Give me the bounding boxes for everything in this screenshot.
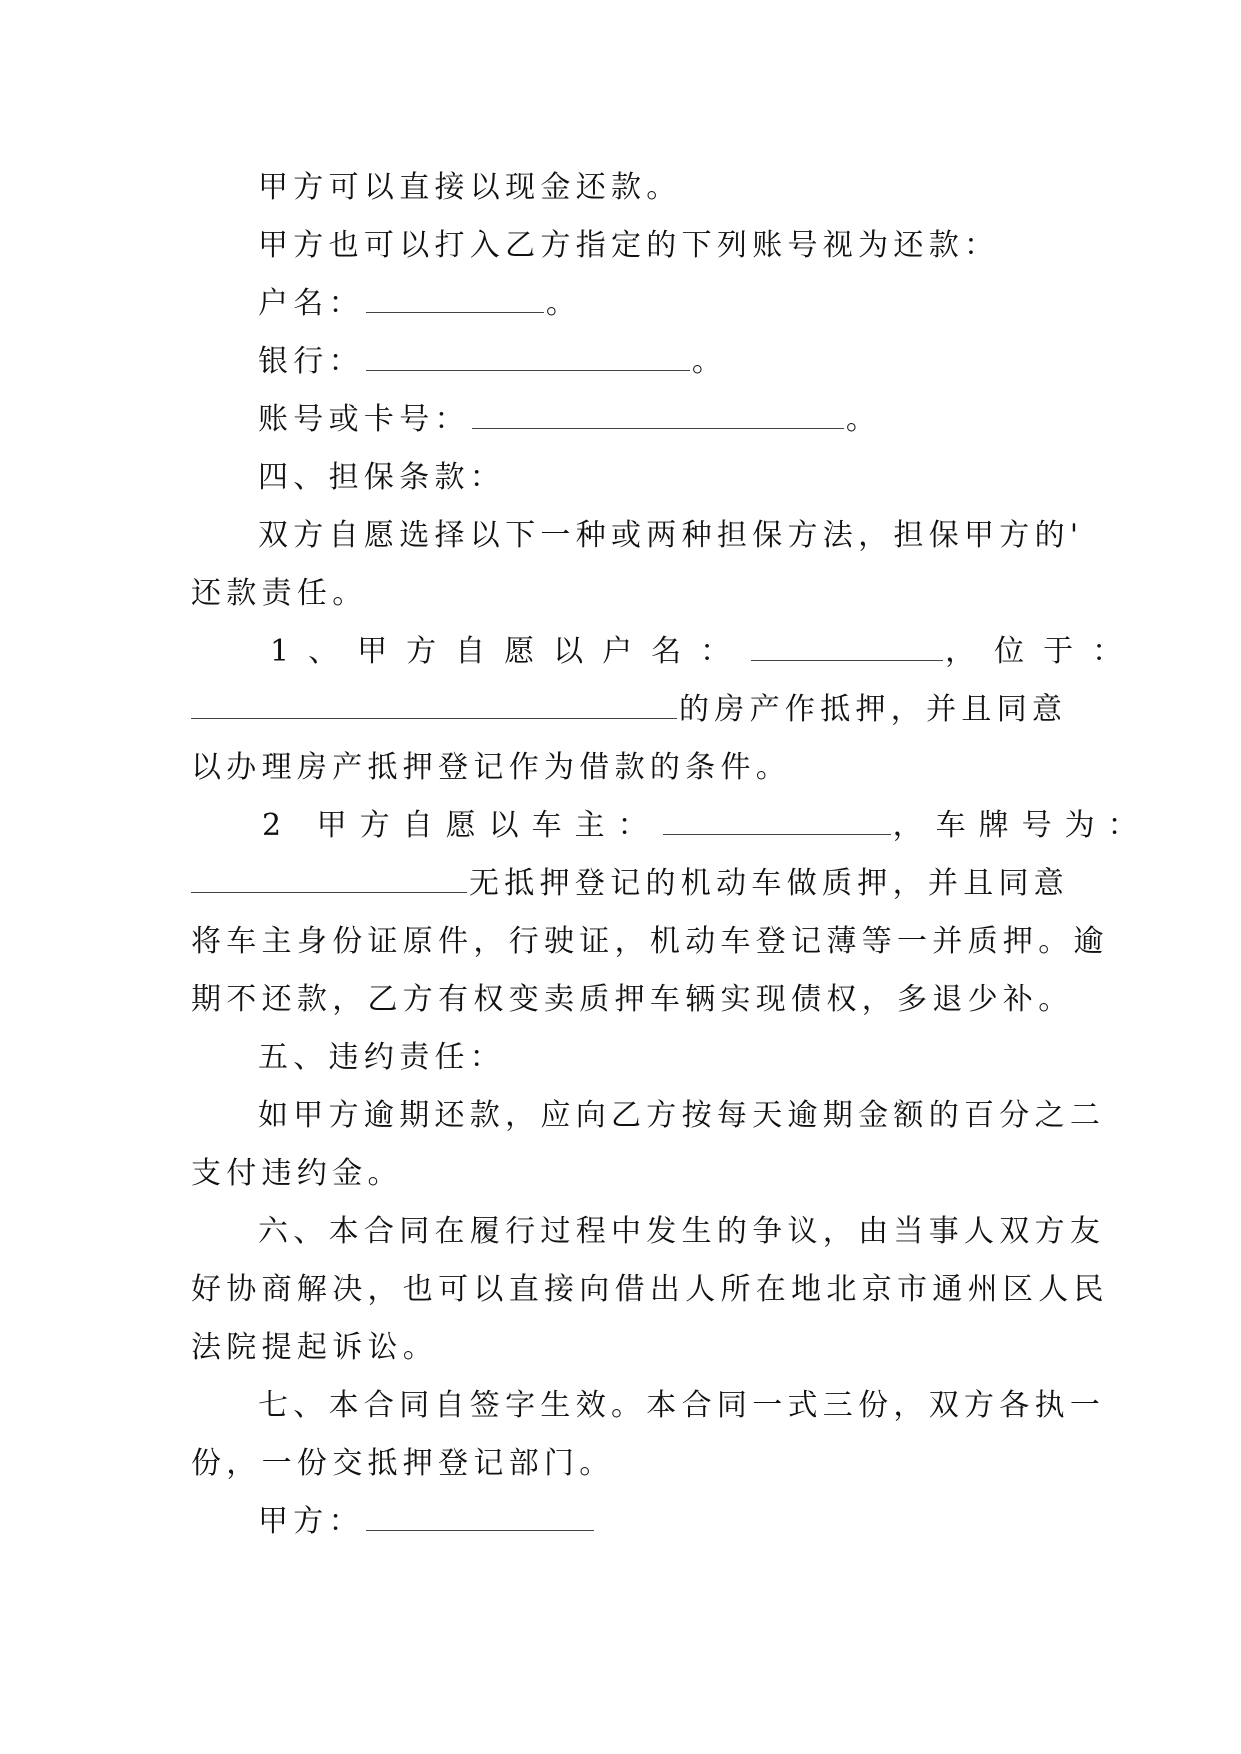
account-name-label: 户名： (258, 286, 364, 321)
property-owner-blank (751, 634, 943, 661)
clause-property-line2 (191, 690, 1067, 730)
party-a-signature-blank (366, 1504, 594, 1531)
bank-label: 银行： (258, 344, 364, 379)
bank-blank (366, 344, 690, 371)
section-effect-line1: 七、本合同自签字生效。本合同一式三份，双方各执一 (258, 1388, 1106, 1423)
section-dispute-line1: 六、本合同在履行过程中发生的争议，由当事人双方友 (258, 1214, 1106, 1249)
property-owner-label: 1、甲方自愿以户名： (270, 634, 750, 669)
clause-property-line1 (270, 632, 1141, 672)
section-dispute-line2: 好协商解决，也可以直接向借出人所在地北京市通州区人民 (191, 1272, 1109, 1307)
vehicle-pledge-text: 无抵押登记的机动车做质押，并且同意 (469, 866, 1070, 901)
party-a-label: 甲方： (258, 1504, 364, 1539)
clause-vehicle-line2 (191, 864, 1069, 904)
account-number-end: 。 (845, 402, 882, 437)
plate-number-blank (191, 866, 467, 893)
bank-end: 。 (691, 344, 728, 379)
paragraph-guarantee-line1: 双方自愿选择以下一种或两种担保方法，担保甲方的' (258, 518, 1084, 553)
account-number-blank (472, 402, 844, 429)
section-effect-line2: 份，一份交抵押登记部门。 (191, 1446, 615, 1481)
section-dispute-line3: 法院提起诉讼。 (191, 1330, 439, 1365)
vehicle-owner-blank (663, 808, 891, 835)
paragraph-cash-repayment: 甲方可以直接以现金还款。 (258, 170, 682, 205)
property-location-blank (191, 692, 677, 719)
account-name-blank (366, 286, 544, 313)
plate-number-label: ，车牌号为： (892, 808, 1151, 843)
signature-party-a (258, 1502, 596, 1542)
account-name-end: 。 (545, 286, 582, 321)
account-number-label: 账号或卡号： (258, 402, 470, 437)
property-location-label: ，位于： (945, 634, 1142, 669)
field-bank (258, 342, 727, 382)
vehicle-owner-label: 2 甲方自愿以车主： (262, 808, 661, 843)
paragraph-guarantee-line2: 还款责任。 (191, 576, 368, 611)
clause-vehicle-line3: 将车主身份证原件，行驶证，机动车登记薄等一并质押。逾 (191, 924, 1109, 959)
paragraph-breach-line1: 如甲方逾期还款，应向乙方按每天逾期金额的百分之二 (258, 1098, 1106, 1133)
section-heading-guarantee: 四、担保条款： (258, 460, 506, 495)
paragraph-transfer-repayment: 甲方也可以打入乙方指定的下列账号视为还款： (258, 228, 1000, 263)
field-account-number (258, 400, 881, 440)
property-mortgage-text: 的房产作抵押，并且同意 (679, 692, 1068, 727)
clause-vehicle-line1 (262, 806, 1151, 846)
section-heading-breach: 五、违约责任： (258, 1040, 506, 1075)
field-account-name (258, 284, 581, 324)
paragraph-breach-line2: 支付违约金。 (191, 1156, 403, 1191)
clause-property-line3: 以办理房产抵押登记作为借款的条件。 (191, 750, 792, 785)
clause-vehicle-line4: 期不还款，乙方有权变卖质押车辆实现债权，多退少补。 (191, 982, 1074, 1017)
